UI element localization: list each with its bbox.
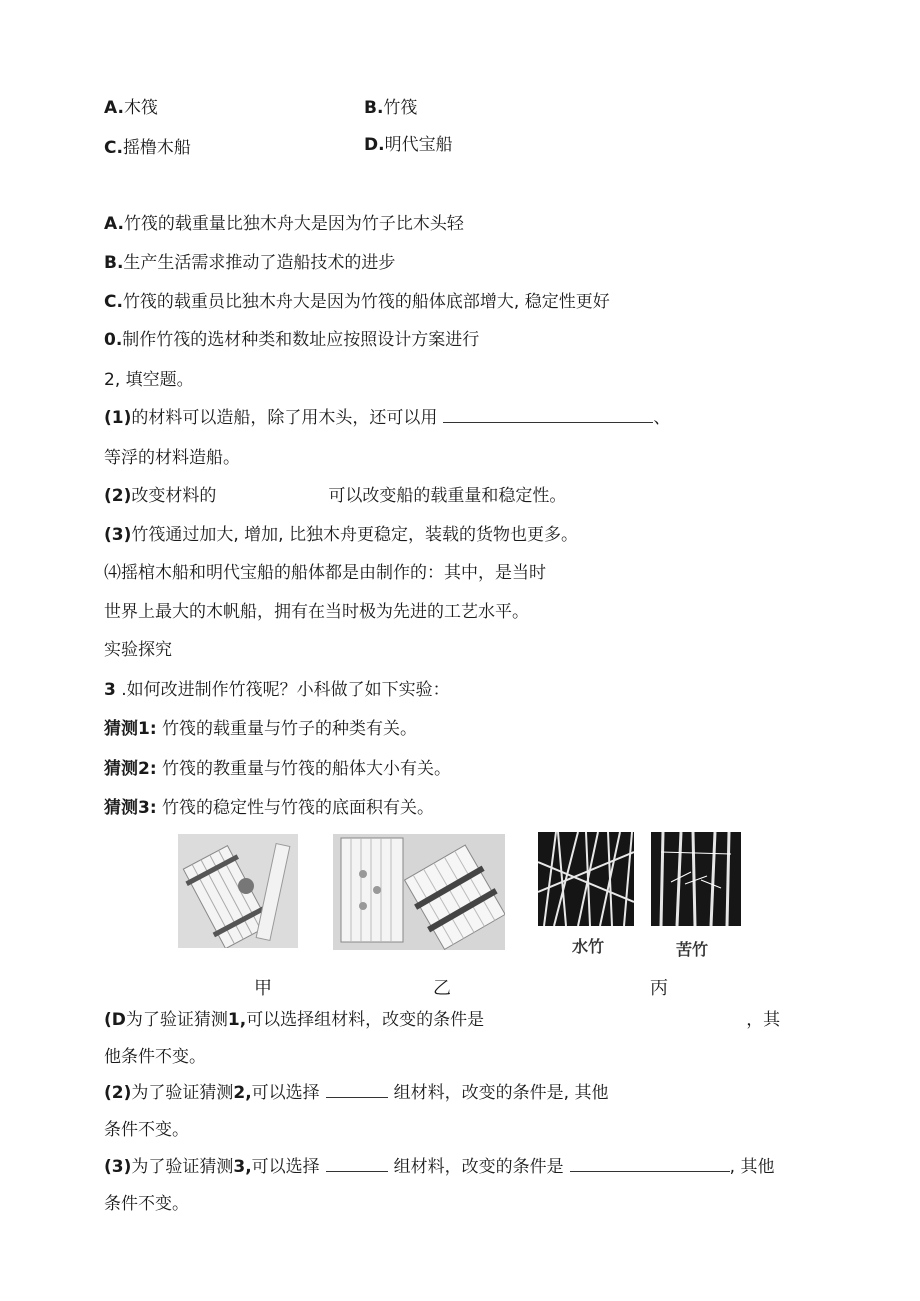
sub-text: 为了验证猜测 bbox=[131, 1157, 234, 1177]
sub-number: (2) bbox=[104, 1083, 132, 1103]
answer-blank[interactable] bbox=[443, 406, 653, 423]
sub-text: ，其 bbox=[746, 1010, 781, 1030]
sub-bold: 3, bbox=[233, 1157, 252, 1177]
statement-letter: A. bbox=[104, 214, 124, 234]
guess-text: 竹筏的稳定性与竹筏的底面积有关。 bbox=[156, 798, 435, 818]
section-heading: 实验探究 bbox=[104, 640, 172, 660]
q3-title bbox=[104, 678, 450, 702]
option-letter: B. bbox=[364, 98, 384, 118]
guess-label: 猜测3: bbox=[104, 798, 157, 818]
raft-large-image bbox=[333, 834, 505, 950]
q3-sub3 bbox=[104, 1155, 774, 1179]
statement-text: 制作竹筏的选材种类和数址应按照设计方案进行 bbox=[122, 330, 480, 350]
option-text: 木筏 bbox=[123, 98, 158, 118]
caption-water-bamboo: 水竹 bbox=[572, 937, 605, 956]
statement-c bbox=[104, 290, 610, 314]
q2-part1 bbox=[104, 406, 670, 430]
raft-small-image bbox=[178, 834, 298, 948]
part-text: 竹筏通过加大, 增加, 比独木舟更稳定，装载的货物也更多。 bbox=[131, 525, 578, 545]
statement-text: 竹筏的载重员比独木舟大是因为竹筏的船体底部增大, 稳定性更好 bbox=[122, 292, 610, 312]
answer-blank[interactable] bbox=[570, 1155, 730, 1172]
sub-bold: 1, bbox=[227, 1010, 247, 1030]
sub-text: 为了验证猜测 bbox=[131, 1083, 234, 1103]
photo-yi bbox=[333, 834, 505, 950]
part-number: (2) bbox=[104, 486, 132, 506]
part-number: (3) bbox=[104, 525, 132, 545]
q2-title: 2, 填空题。 bbox=[104, 370, 194, 390]
sub-text: 可以选择 bbox=[251, 1083, 320, 1103]
guess-text: 竹筏的教重量与竹筏的船体大小有关。 bbox=[156, 759, 452, 779]
sub-text: 组材料，改变的条件是, 其他 bbox=[393, 1083, 609, 1103]
answer-blank[interactable] bbox=[326, 1155, 388, 1172]
group-label-yi: 乙 bbox=[433, 978, 451, 999]
sub-text: 为了验证猜测 bbox=[125, 1010, 228, 1030]
answer-blank[interactable] bbox=[326, 1081, 388, 1098]
group-label-bing: 丙 bbox=[650, 978, 668, 999]
statement-letter: 0. bbox=[104, 330, 123, 350]
option-a bbox=[104, 96, 158, 120]
part-text: 可以改变船的载重量和稳定性。 bbox=[328, 486, 567, 506]
bitter-bamboo-image bbox=[651, 832, 741, 926]
question-text: .如何改进制作竹筏呢？小科做了如下实验： bbox=[115, 680, 450, 700]
q3-sub3-cont: 条件不变。 bbox=[104, 1194, 189, 1214]
option-letter: C. bbox=[104, 138, 123, 158]
guess-label: 猜测2: bbox=[104, 759, 157, 779]
option-text: 摇橹木船 bbox=[122, 138, 191, 158]
statement-letter: C. bbox=[104, 292, 123, 312]
q2-part4: ⑷摇棺木船和明代宝船的船体都是由制作的：其中，是当时 bbox=[104, 563, 546, 583]
option-letter: D. bbox=[364, 135, 385, 155]
q3-sub1 bbox=[104, 1008, 780, 1032]
statement-text: 竹筏的载重量比独木舟大是因为竹子比木头轻 bbox=[123, 214, 464, 234]
option-c bbox=[104, 136, 191, 160]
statement-a bbox=[104, 212, 464, 236]
part-text: 的材料可以造船，除了用木头，还可以用 bbox=[131, 408, 438, 428]
q2-part3 bbox=[104, 523, 578, 547]
q2-part1-cont: 等浮的材料造船。 bbox=[104, 448, 240, 468]
option-text: 竹筏 bbox=[383, 98, 418, 118]
statement-text: 生产生活需求推动了造船技术的进步 bbox=[123, 253, 396, 273]
group-label-jia: 甲 bbox=[254, 978, 272, 999]
statement-letter: B. bbox=[104, 253, 124, 273]
statement-b bbox=[104, 251, 395, 275]
option-d bbox=[364, 133, 453, 157]
sub-number: (3) bbox=[104, 1157, 132, 1177]
q2-part2 bbox=[104, 484, 566, 508]
sub-text: 可以选择 bbox=[251, 1157, 320, 1177]
option-letter: A. bbox=[104, 98, 124, 118]
guess-1 bbox=[104, 717, 417, 741]
guess-text: 竹筏的载重量与竹子的种类有关。 bbox=[156, 719, 418, 739]
photo-water-bamboo bbox=[538, 832, 634, 926]
guess-label: 猜测1: bbox=[104, 719, 157, 739]
sub-text: 可以选择组材料，改变的条件是 bbox=[246, 1010, 485, 1030]
part-number: (1) bbox=[104, 408, 132, 428]
q3-sub2-cont: 条件不变。 bbox=[104, 1120, 189, 1140]
sub-bold: 2, bbox=[233, 1083, 252, 1103]
photo-jia bbox=[178, 834, 298, 948]
part-text: 、 bbox=[653, 408, 671, 428]
q2-part4-cont: 世界上最大的木帆船，拥有在当时极为先进的工艺水平。 bbox=[104, 602, 529, 622]
option-text: 明代宝船 bbox=[384, 135, 453, 155]
q3-sub2 bbox=[104, 1081, 608, 1105]
sub-text: , 其他 bbox=[729, 1157, 775, 1177]
guess-3 bbox=[104, 796, 434, 820]
statement-d bbox=[104, 328, 479, 352]
photo-bitter-bamboo bbox=[651, 832, 741, 926]
question-number: 3 bbox=[104, 680, 116, 700]
option-b bbox=[364, 96, 417, 120]
sub-number: (D bbox=[104, 1010, 126, 1030]
guess-2 bbox=[104, 757, 451, 781]
q3-sub1-cont: 他条件不变。 bbox=[104, 1047, 206, 1067]
caption-bitter-bamboo: 苦竹 bbox=[676, 940, 709, 959]
water-bamboo-image bbox=[538, 832, 634, 926]
part-text: 改变材料的 bbox=[131, 486, 217, 506]
sub-text: 组材料，改变的条件是 bbox=[393, 1157, 564, 1177]
